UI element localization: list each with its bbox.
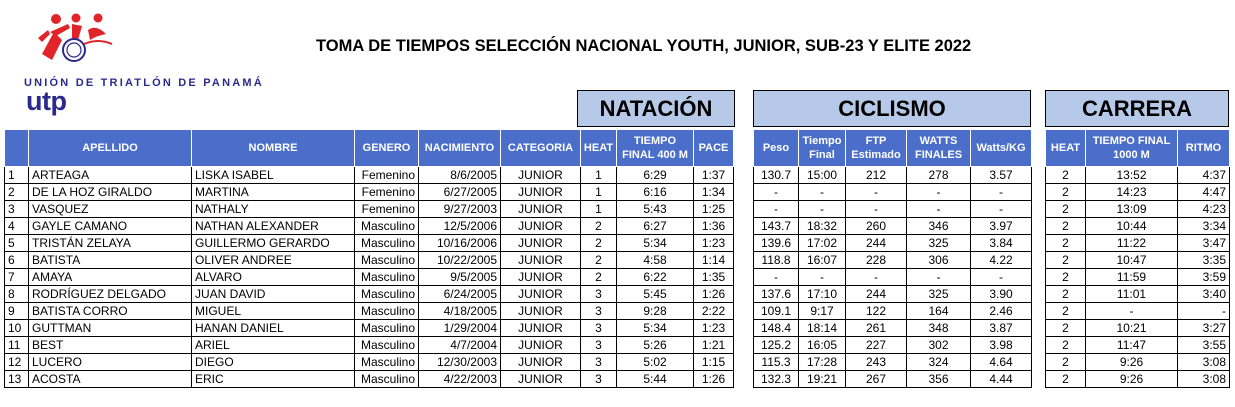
col-watts: WATTS FINALES bbox=[907, 130, 971, 167]
wkg-cell: 3.98 bbox=[971, 337, 1032, 354]
section-bike: CICLISMO bbox=[753, 90, 1031, 127]
table-row bbox=[1046, 184, 1230, 201]
tiempo-bike-cell: 18:14 bbox=[799, 320, 846, 337]
tiempo-1000-cell: 13:52 bbox=[1086, 167, 1178, 184]
tiempo-400-cell: 5:44 bbox=[617, 371, 694, 388]
run-heat-cell: 2 bbox=[1046, 235, 1086, 252]
heat-cell: 3 bbox=[581, 337, 617, 354]
nombre-cell: GUILLERMO GERARDO bbox=[192, 235, 355, 252]
genero-cell: Femenino bbox=[355, 184, 419, 201]
table-row bbox=[1046, 320, 1230, 337]
tiempo-1000-cell: 13:09 bbox=[1086, 201, 1178, 218]
apellido-cell: BATISTA bbox=[29, 252, 192, 269]
ritmo-cell: 3:34 bbox=[1178, 218, 1230, 235]
run-table bbox=[1045, 129, 1230, 388]
categoria-cell: JUNIOR bbox=[501, 303, 581, 320]
heat-cell: 2 bbox=[581, 235, 617, 252]
row-number: 7 bbox=[5, 269, 29, 286]
col-peso: Peso bbox=[754, 130, 799, 167]
tiempo-1000-cell: 11:01 bbox=[1086, 286, 1178, 303]
row-number: 13 bbox=[5, 371, 29, 388]
table-row bbox=[754, 201, 1032, 218]
pace-cell: 1:14 bbox=[694, 252, 734, 269]
wkg-cell: 3.90 bbox=[971, 286, 1032, 303]
wkg-cell: - bbox=[971, 184, 1032, 201]
categoria-cell: JUNIOR bbox=[501, 354, 581, 371]
peso-cell: 132.3 bbox=[754, 371, 799, 388]
watts-cell: 324 bbox=[907, 354, 971, 371]
table-row bbox=[754, 320, 1032, 337]
tiempo-1000-cell: 9:26 bbox=[1086, 371, 1178, 388]
nombre-cell: LISKA ISABEL bbox=[192, 167, 355, 184]
wkg-cell: 3.97 bbox=[971, 218, 1032, 235]
row-number: 5 bbox=[5, 235, 29, 252]
genero-cell: Masculino bbox=[355, 371, 419, 388]
apellido-cell: DE LA HOZ GIRALDO bbox=[29, 184, 192, 201]
run-heat-cell: 2 bbox=[1046, 303, 1086, 320]
watts-cell: 302 bbox=[907, 337, 971, 354]
ftp-cell: 228 bbox=[846, 252, 907, 269]
tiempo-1000-cell: - bbox=[1086, 303, 1178, 320]
page-title: TOMA DE TIEMPOS SELECCIÓN NACIONAL YOUTH, JUNIOR, SUB-23 Y ELITE 2022 bbox=[316, 37, 972, 55]
nombre-cell: NATHALY bbox=[192, 201, 355, 218]
categoria-cell: JUNIOR bbox=[501, 167, 581, 184]
pace-cell: 1:36 bbox=[694, 218, 734, 235]
pace-cell: 1:23 bbox=[694, 320, 734, 337]
tiempo-1000-cell: 11:22 bbox=[1086, 235, 1178, 252]
tiempo-1000-cell: 10:47 bbox=[1086, 252, 1178, 269]
peso-cell: 143.7 bbox=[754, 218, 799, 235]
genero-cell: Masculino bbox=[355, 354, 419, 371]
categoria-cell: JUNIOR bbox=[501, 252, 581, 269]
peso-cell: 148.4 bbox=[754, 320, 799, 337]
apellido-cell: GAYLE CAMANO bbox=[29, 218, 192, 235]
table-row bbox=[5, 218, 734, 235]
wkg-cell: - bbox=[971, 269, 1032, 286]
tiempo-400-cell: 5:34 bbox=[617, 320, 694, 337]
nacimiento-cell: 10/16/2006 bbox=[419, 235, 501, 252]
col-nombre: NOMBRE bbox=[192, 130, 355, 167]
run-heat-cell: 2 bbox=[1046, 269, 1086, 286]
row-number: 6 bbox=[5, 252, 29, 269]
genero-cell: Masculino bbox=[355, 286, 419, 303]
run-header-row bbox=[1046, 130, 1230, 167]
ftp-cell: 267 bbox=[846, 371, 907, 388]
table-row bbox=[5, 235, 734, 252]
table-row bbox=[754, 286, 1032, 303]
row-number: 10 bbox=[5, 320, 29, 337]
col-apellido: APELLIDO bbox=[29, 130, 192, 167]
utp-logo bbox=[24, 10, 294, 116]
watts-cell: - bbox=[907, 201, 971, 218]
org-abbreviation: utp bbox=[26, 86, 67, 116]
col-heat: HEAT bbox=[581, 130, 617, 167]
wkg-cell: 2.46 bbox=[971, 303, 1032, 320]
tiempo-400-cell: 6:16 bbox=[617, 184, 694, 201]
tiempo-bike-cell: - bbox=[799, 201, 846, 218]
peso-cell: 139.6 bbox=[754, 235, 799, 252]
ritmo-cell: 3:55 bbox=[1178, 337, 1230, 354]
row-number: 1 bbox=[5, 167, 29, 184]
table-row bbox=[5, 201, 734, 218]
table-row bbox=[1046, 218, 1230, 235]
ftp-cell: - bbox=[846, 184, 907, 201]
wkg-cell: 4.64 bbox=[971, 354, 1032, 371]
row-number: 2 bbox=[5, 184, 29, 201]
table-row bbox=[754, 235, 1032, 252]
row-number: 3 bbox=[5, 201, 29, 218]
col-tiempo-1000: TIEMPO FINAL 1000 M bbox=[1086, 130, 1178, 167]
ritmo-cell: 3:40 bbox=[1178, 286, 1230, 303]
table-row bbox=[1046, 303, 1230, 320]
table-row bbox=[5, 337, 734, 354]
tiempo-400-cell: 6:22 bbox=[617, 269, 694, 286]
col-nacimiento: NACIMIENTO bbox=[419, 130, 501, 167]
genero-cell: Masculino bbox=[355, 269, 419, 286]
table-row bbox=[5, 286, 734, 303]
ritmo-cell: 3:08 bbox=[1178, 354, 1230, 371]
nacimiento-cell: 4/18/2005 bbox=[419, 303, 501, 320]
tiempo-bike-cell: 16:07 bbox=[799, 252, 846, 269]
run-heat-cell: 2 bbox=[1046, 167, 1086, 184]
table-row bbox=[5, 269, 734, 286]
col-ftp: FTP Estimado bbox=[846, 130, 907, 167]
genero-cell: Masculino bbox=[355, 303, 419, 320]
ritmo-cell: 3:27 bbox=[1178, 320, 1230, 337]
watts-cell: 306 bbox=[907, 252, 971, 269]
org-name: UNIÓN DE TRIATLÓN DE PANAMÁ bbox=[24, 77, 264, 89]
apellido-cell: BATISTA CORRO bbox=[29, 303, 192, 320]
section-run: CARRERA bbox=[1045, 90, 1229, 127]
categoria-cell: JUNIOR bbox=[501, 184, 581, 201]
pace-cell: 1:26 bbox=[694, 371, 734, 388]
table-row bbox=[1046, 371, 1230, 388]
genero-cell: Masculino bbox=[355, 218, 419, 235]
tiempo-400-cell: 5:26 bbox=[617, 337, 694, 354]
ftp-cell: 243 bbox=[846, 354, 907, 371]
tiempo-1000-cell: 10:44 bbox=[1086, 218, 1178, 235]
watts-cell: 278 bbox=[907, 167, 971, 184]
nacimiento-cell: 8/6/2005 bbox=[419, 167, 501, 184]
peso-cell: 125.2 bbox=[754, 337, 799, 354]
tiempo-bike-cell: - bbox=[799, 184, 846, 201]
ftp-cell: - bbox=[846, 201, 907, 218]
peso-cell: - bbox=[754, 269, 799, 286]
apellido-cell: ARTEAGA bbox=[29, 167, 192, 184]
table-row bbox=[1046, 201, 1230, 218]
peso-cell: 130.7 bbox=[754, 167, 799, 184]
tiempo-bike-cell: 9:17 bbox=[799, 303, 846, 320]
nombre-cell: ERIC bbox=[192, 371, 355, 388]
peso-cell: 115.3 bbox=[754, 354, 799, 371]
pace-cell: 2:22 bbox=[694, 303, 734, 320]
row-number: 12 bbox=[5, 354, 29, 371]
table-row bbox=[1046, 235, 1230, 252]
tiempo-bike-cell: 16:05 bbox=[799, 337, 846, 354]
table-row bbox=[1046, 167, 1230, 184]
tiempo-bike-cell: - bbox=[799, 269, 846, 286]
nacimiento-cell: 9/27/2003 bbox=[419, 201, 501, 218]
tiempo-bike-cell: 17:28 bbox=[799, 354, 846, 371]
table-row bbox=[754, 252, 1032, 269]
tiempo-1000-cell: 11:59 bbox=[1086, 269, 1178, 286]
peso-cell: 109.1 bbox=[754, 303, 799, 320]
heat-cell: 3 bbox=[581, 320, 617, 337]
tiempo-bike-cell: 19:21 bbox=[799, 371, 846, 388]
nacimiento-cell: 6/24/2005 bbox=[419, 286, 501, 303]
apellido-cell: BEST bbox=[29, 337, 192, 354]
tiempo-400-cell: 6:29 bbox=[617, 167, 694, 184]
watts-cell: 325 bbox=[907, 286, 971, 303]
table-row bbox=[1046, 354, 1230, 371]
nacimiento-cell: 9/5/2005 bbox=[419, 269, 501, 286]
peso-cell: 118.8 bbox=[754, 252, 799, 269]
categoria-cell: JUNIOR bbox=[501, 320, 581, 337]
table-row bbox=[1046, 286, 1230, 303]
ftp-cell: 261 bbox=[846, 320, 907, 337]
ftp-cell: 122 bbox=[846, 303, 907, 320]
ftp-cell: 260 bbox=[846, 218, 907, 235]
categoria-cell: JUNIOR bbox=[501, 371, 581, 388]
table-row bbox=[754, 337, 1032, 354]
wkg-cell: 4.22 bbox=[971, 252, 1032, 269]
swim-header-row bbox=[5, 130, 734, 167]
nacimiento-cell: 12/5/2006 bbox=[419, 218, 501, 235]
nombre-cell: NATHAN ALEXANDER bbox=[192, 218, 355, 235]
categoria-cell: JUNIOR bbox=[501, 235, 581, 252]
run-heat-cell: 2 bbox=[1046, 252, 1086, 269]
tiempo-400-cell: 6:27 bbox=[617, 218, 694, 235]
ritmo-cell: 4:23 bbox=[1178, 201, 1230, 218]
heat-cell: 2 bbox=[581, 218, 617, 235]
row-number: 8 bbox=[5, 286, 29, 303]
tiempo-bike-cell: 17:02 bbox=[799, 235, 846, 252]
ritmo-cell: 3:08 bbox=[1178, 371, 1230, 388]
col-wkg: Watts/KG bbox=[971, 130, 1032, 167]
ftp-cell: 244 bbox=[846, 235, 907, 252]
table-row bbox=[5, 252, 734, 269]
apellido-cell: AMAYA bbox=[29, 269, 192, 286]
ritmo-cell: 3:35 bbox=[1178, 252, 1230, 269]
tiempo-bike-cell: 15:00 bbox=[799, 167, 846, 184]
genero-cell: Masculino bbox=[355, 252, 419, 269]
wkg-cell: 3.57 bbox=[971, 167, 1032, 184]
tiempo-1000-cell: 14:23 bbox=[1086, 184, 1178, 201]
row-number: 9 bbox=[5, 303, 29, 320]
heat-cell: 1 bbox=[581, 184, 617, 201]
peso-cell: - bbox=[754, 201, 799, 218]
pace-cell: 1:21 bbox=[694, 337, 734, 354]
tiempo-1000-cell: 10:21 bbox=[1086, 320, 1178, 337]
nacimiento-cell: 6/27/2005 bbox=[419, 184, 501, 201]
nombre-cell: JUAN DAVID bbox=[192, 286, 355, 303]
col-tiempo-400: TIEMPO FINAL 400 M bbox=[617, 130, 694, 167]
tiempo-bike-cell: 17:10 bbox=[799, 286, 846, 303]
run-heat-cell: 2 bbox=[1046, 286, 1086, 303]
table-row bbox=[5, 354, 734, 371]
nombre-cell: ALVARO bbox=[192, 269, 355, 286]
genero-cell: Masculino bbox=[355, 235, 419, 252]
table-row bbox=[5, 184, 734, 201]
tiempo-bike-cell: 18:32 bbox=[799, 218, 846, 235]
table-row bbox=[5, 303, 734, 320]
run-heat-cell: 2 bbox=[1046, 371, 1086, 388]
nacimiento-cell: 10/22/2005 bbox=[419, 252, 501, 269]
run-heat-cell: 2 bbox=[1046, 320, 1086, 337]
table-row bbox=[5, 371, 734, 388]
categoria-cell: JUNIOR bbox=[501, 269, 581, 286]
table-row bbox=[754, 354, 1032, 371]
nombre-cell: DIEGO bbox=[192, 354, 355, 371]
triathlon-logo-icon bbox=[32, 10, 114, 72]
bike-header-row bbox=[754, 130, 1032, 167]
table-row bbox=[754, 218, 1032, 235]
watts-cell: 348 bbox=[907, 320, 971, 337]
apellido-cell: RODRÍGUEZ DELGADO bbox=[29, 286, 192, 303]
wkg-cell: 3.87 bbox=[971, 320, 1032, 337]
col-run-heat: HEAT bbox=[1046, 130, 1086, 167]
ftp-cell: - bbox=[846, 269, 907, 286]
tiempo-400-cell: 5:34 bbox=[617, 235, 694, 252]
wkg-cell: - bbox=[971, 201, 1032, 218]
table-row bbox=[754, 269, 1032, 286]
tiempo-400-cell: 9:28 bbox=[617, 303, 694, 320]
watts-cell: - bbox=[907, 184, 971, 201]
table-row bbox=[5, 167, 734, 184]
watts-cell: 325 bbox=[907, 235, 971, 252]
watts-cell: 164 bbox=[907, 303, 971, 320]
section-swim: NATACIÓN bbox=[577, 90, 735, 127]
heat-cell: 3 bbox=[581, 354, 617, 371]
peso-cell: - bbox=[754, 184, 799, 201]
table-row bbox=[1046, 337, 1230, 354]
ritmo-cell: 4:37 bbox=[1178, 167, 1230, 184]
watts-cell: - bbox=[907, 269, 971, 286]
col-tiempo-bike: Tiempo Final bbox=[799, 130, 846, 167]
pace-cell: 1:23 bbox=[694, 235, 734, 252]
swim-table bbox=[4, 129, 734, 388]
ritmo-cell: - bbox=[1178, 303, 1230, 320]
ftp-cell: 227 bbox=[846, 337, 907, 354]
col-number bbox=[5, 130, 29, 167]
nacimiento-cell: 12/30/2003 bbox=[419, 354, 501, 371]
nacimiento-cell: 4/7/2004 bbox=[419, 337, 501, 354]
table-row bbox=[1046, 252, 1230, 269]
ftp-cell: 212 bbox=[846, 167, 907, 184]
categoria-cell: JUNIOR bbox=[501, 201, 581, 218]
pace-cell: 1:35 bbox=[694, 269, 734, 286]
watts-cell: 356 bbox=[907, 371, 971, 388]
apellido-cell: TRISTÁN ZELAYA bbox=[29, 235, 192, 252]
run-heat-cell: 2 bbox=[1046, 337, 1086, 354]
categoria-cell: JUNIOR bbox=[501, 218, 581, 235]
col-genero: GENERO bbox=[355, 130, 419, 167]
genero-cell: Femenino bbox=[355, 201, 419, 218]
table-row bbox=[5, 320, 734, 337]
table-row bbox=[754, 184, 1032, 201]
nombre-cell: MARTINA bbox=[192, 184, 355, 201]
bike-table bbox=[753, 129, 1032, 388]
nacimiento-cell: 4/22/2003 bbox=[419, 371, 501, 388]
nombre-cell: MIGUEL bbox=[192, 303, 355, 320]
table-row bbox=[754, 167, 1032, 184]
wkg-cell: 4.44 bbox=[971, 371, 1032, 388]
apellido-cell: LUCERO bbox=[29, 354, 192, 371]
ritmo-cell: 3:47 bbox=[1178, 235, 1230, 252]
nombre-cell: ARIEL bbox=[192, 337, 355, 354]
wkg-cell: 3.84 bbox=[971, 235, 1032, 252]
ritmo-cell: 3:59 bbox=[1178, 269, 1230, 286]
run-heat-cell: 2 bbox=[1046, 184, 1086, 201]
col-ritmo: RITMO bbox=[1178, 130, 1230, 167]
table-row bbox=[1046, 269, 1230, 286]
tiempo-400-cell: 5:43 bbox=[617, 201, 694, 218]
nombre-cell: OLIVER ANDREE bbox=[192, 252, 355, 269]
run-heat-cell: 2 bbox=[1046, 218, 1086, 235]
table-row bbox=[754, 303, 1032, 320]
tiempo-400-cell: 4:58 bbox=[617, 252, 694, 269]
heat-cell: 1 bbox=[581, 201, 617, 218]
run-heat-cell: 2 bbox=[1046, 354, 1086, 371]
row-number: 11 bbox=[5, 337, 29, 354]
col-pace: PACE bbox=[694, 130, 734, 167]
run-heat-cell: 2 bbox=[1046, 201, 1086, 218]
pace-cell: 1:37 bbox=[694, 167, 734, 184]
col-categoria: CATEGORIA bbox=[501, 130, 581, 167]
categoria-cell: JUNIOR bbox=[501, 337, 581, 354]
apellido-cell: ACOSTA bbox=[29, 371, 192, 388]
categoria-cell: JUNIOR bbox=[501, 286, 581, 303]
peso-cell: 137.6 bbox=[754, 286, 799, 303]
heat-cell: 3 bbox=[581, 303, 617, 320]
nombre-cell: HANAN DANIEL bbox=[192, 320, 355, 337]
genero-cell: Femenino bbox=[355, 167, 419, 184]
heat-cell: 2 bbox=[581, 269, 617, 286]
tiempo-1000-cell: 9:26 bbox=[1086, 354, 1178, 371]
genero-cell: Masculino bbox=[355, 320, 419, 337]
apellido-cell: VASQUEZ bbox=[29, 201, 192, 218]
ftp-cell: 244 bbox=[846, 286, 907, 303]
pace-cell: 1:25 bbox=[694, 201, 734, 218]
heat-cell: 3 bbox=[581, 371, 617, 388]
tiempo-400-cell: 5:02 bbox=[617, 354, 694, 371]
tiempo-1000-cell: 11:47 bbox=[1086, 337, 1178, 354]
pace-cell: 1:34 bbox=[694, 184, 734, 201]
apellido-cell: GUTTMAN bbox=[29, 320, 192, 337]
pace-cell: 1:15 bbox=[694, 354, 734, 371]
tiempo-400-cell: 5:45 bbox=[617, 286, 694, 303]
row-number: 4 bbox=[5, 218, 29, 235]
ritmo-cell: 4:47 bbox=[1178, 184, 1230, 201]
heat-cell: 1 bbox=[581, 167, 617, 184]
heat-cell: 3 bbox=[581, 286, 617, 303]
nacimiento-cell: 1/29/2004 bbox=[419, 320, 501, 337]
watts-cell: 346 bbox=[907, 218, 971, 235]
pace-cell: 1:26 bbox=[694, 286, 734, 303]
heat-cell: 2 bbox=[581, 252, 617, 269]
genero-cell: Masculino bbox=[355, 337, 419, 354]
table-row bbox=[754, 371, 1032, 388]
